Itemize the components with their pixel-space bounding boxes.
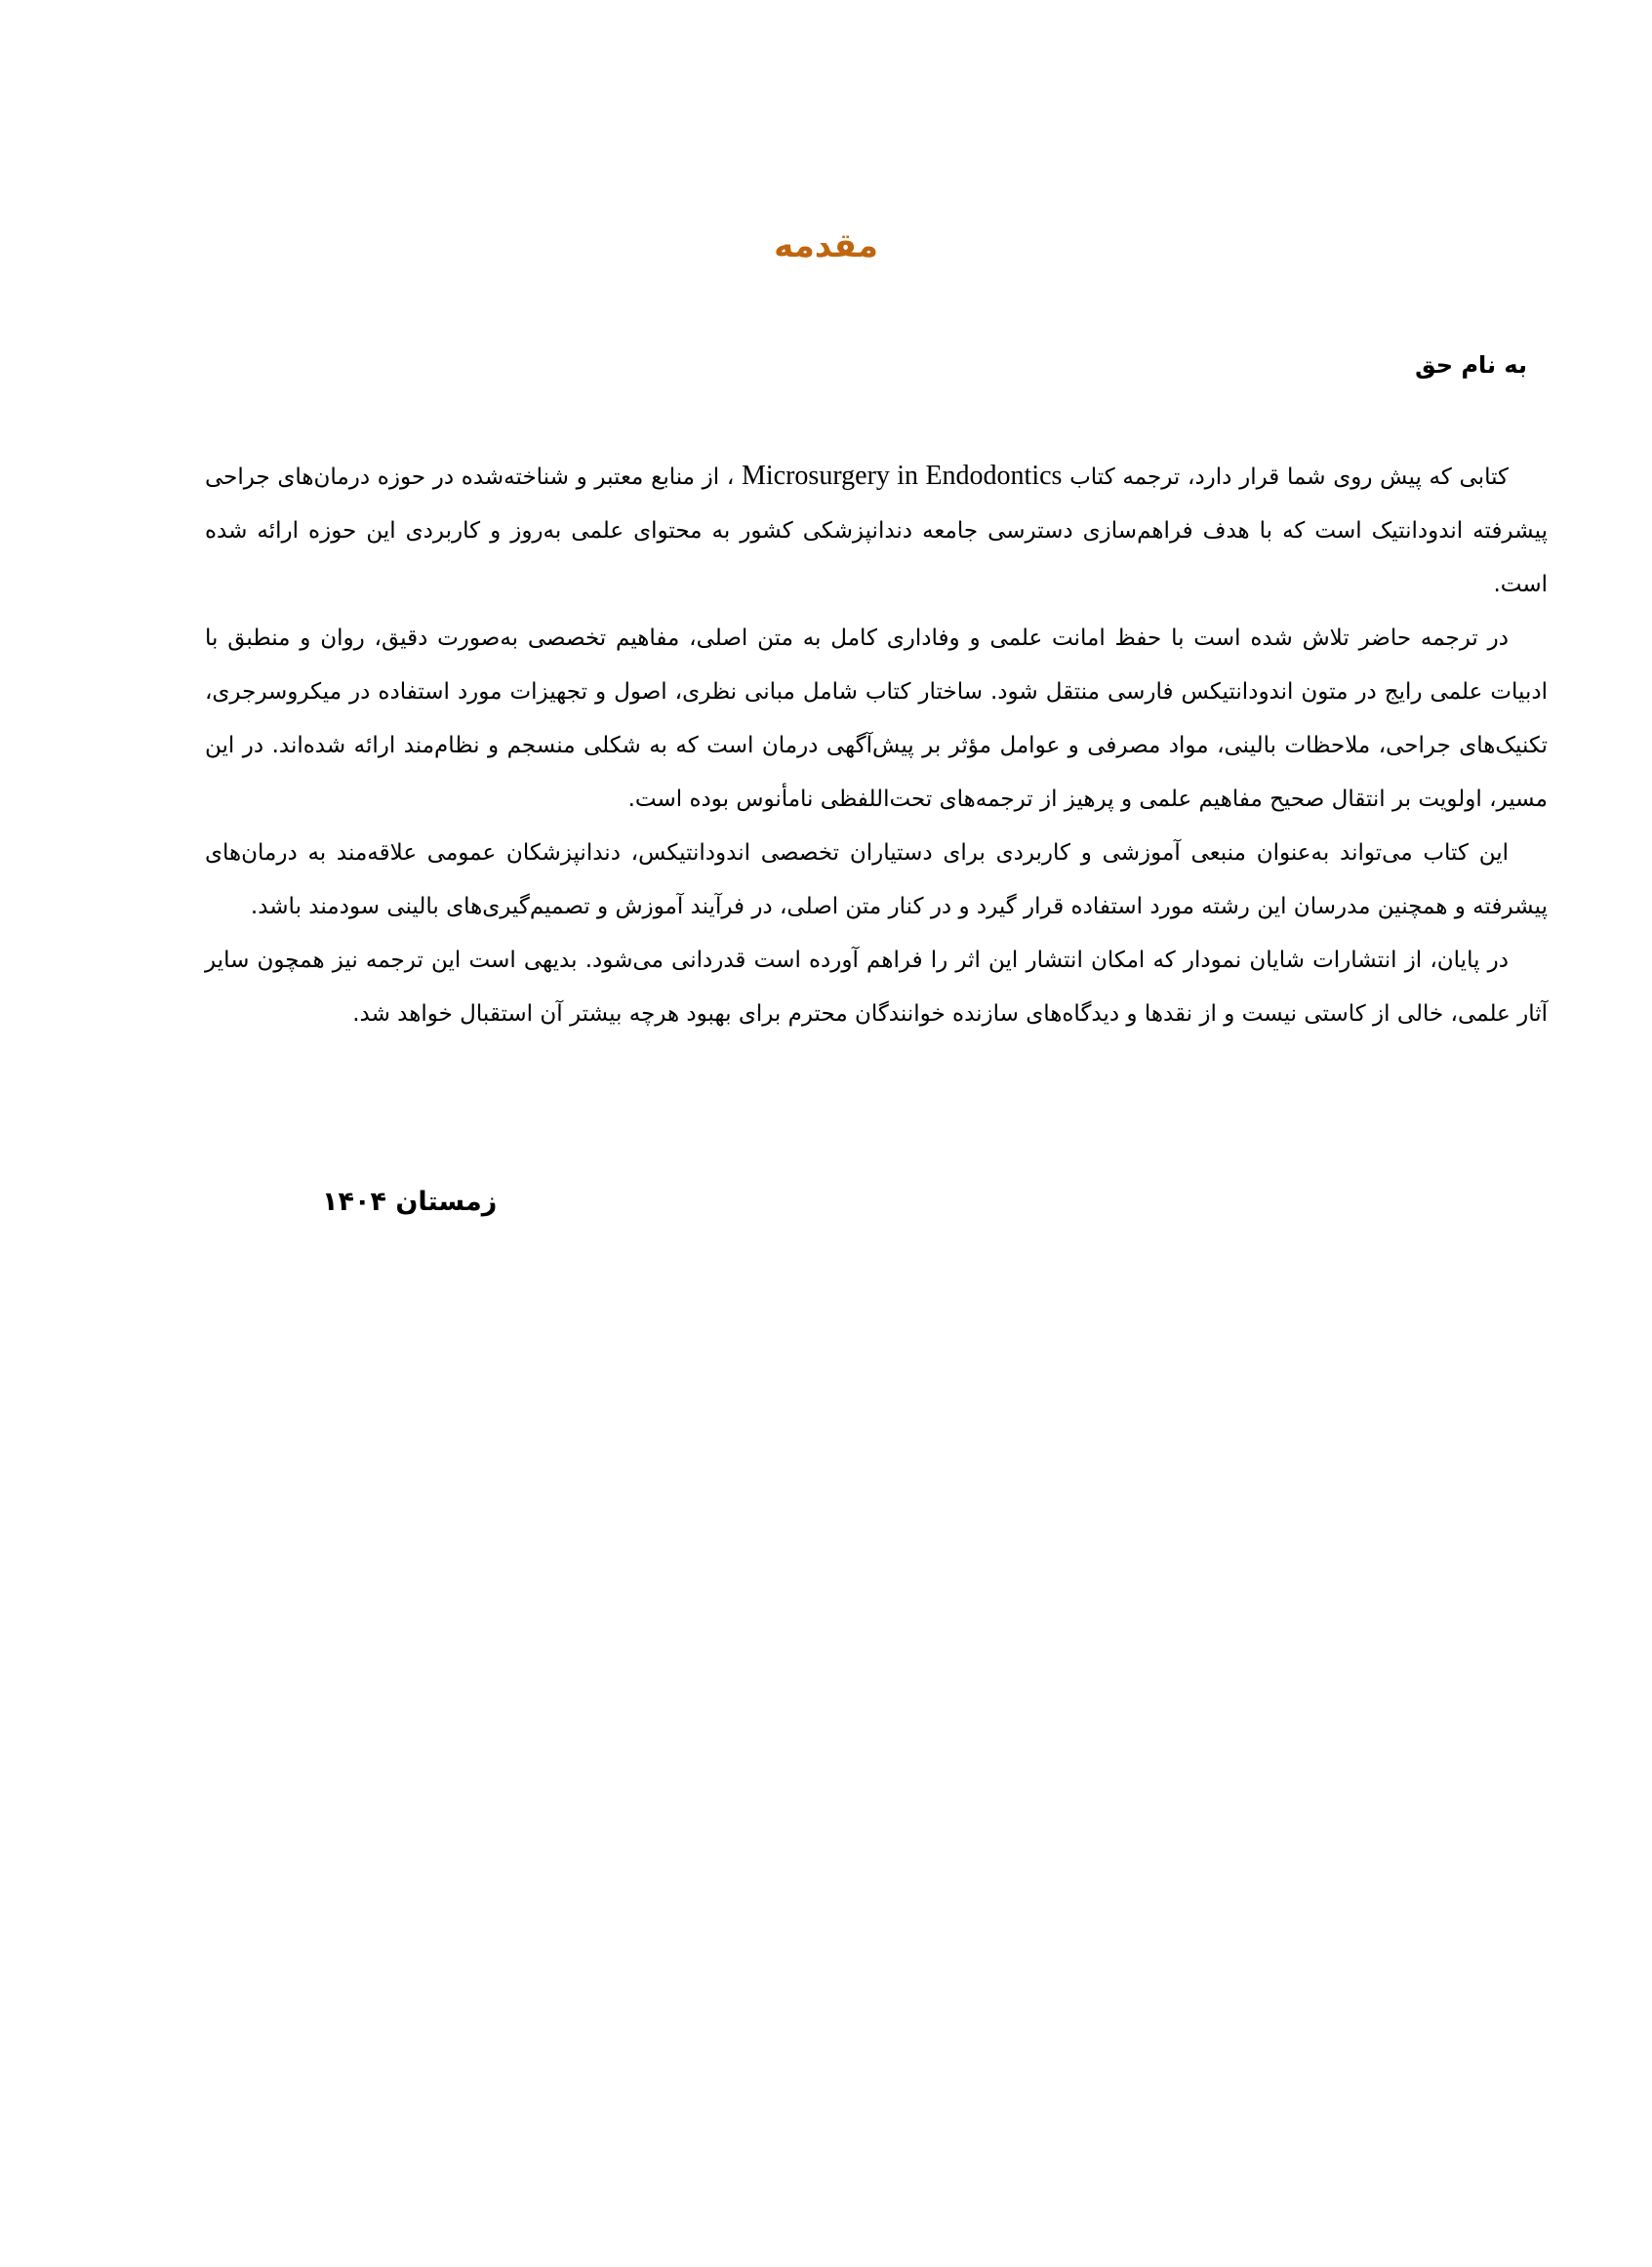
paragraph-4: در پایان، از انتشارات شایان نمودار که امکان انتشار این اثر را فراهم آورده است قدردانی می‌شود. بدیهی است این ترجمه نیز همچون سایر آثار علمی، خالی از کاستی نیست و از نقدها و دیدگاه‌های سازنده خوانندگان محترم برای بهبود هرچه بیشتر آن استقبال خواهد شد. [205,948,1548,1027]
paragraph-2: در ترجمه حاضر تلاش شده است با حفظ امانت علمی و وفاداری کامل به متن اصلی، مفاهیم تخصصی به‌صورت دقیق، روان و منطبق با ادبیات علمی رایج در متون اندودانتیکس فارسی منتقل شود. ساختار کتاب شامل مبانی نظری، اصول و تجهیزات مورد استفاده در میکروسرجری، تکنیک‌های جراحی، ملاحظات بالینی، مواد مصرفی و عوامل مؤثر بر پیش‌آگهی درمان است که به شکلی منسجم و نظام‌مند ارائه شده‌اند. در این مسیر، اولویت بر انتقال صحیح مفاهیم علمی و پرهیز از ترجمه‌های تحت‌اللفظی نامأنوس بوده است. [205,626,1548,812]
date-line: زمستان ۱۴۰۴ [322,1187,498,1217]
salutation: به نام حق [1415,351,1527,379]
paragraph-1-before: کتابی که پیش روی شما قرار دارد، ترجمه کتاب [1062,465,1509,490]
book-title: Microsurgery in Endodontics [742,461,1063,491]
paragraph-1 [205,449,1548,612]
paragraph-1-after: ، از منابع معتبر و شناخته‌شده در حوزه درمان‌های جراحی پیشرفته اندودانتیک است که با هدف فراهم‌سازی دسترسی جامعه دندانپزشکی کشور به محتوای علمی به‌روز و کاربردی این حوزه ارائه شده است. [205,465,1548,597]
page-title: مقدمه [774,226,878,265]
body-text [205,449,1548,1041]
paragraph-3: این کتاب می‌تواند به‌عنوان منبعی آموزشی و کاربردی برای دستیاران تخصصی اندودانتیکس، دندانپزشکان عمومی علاقه‌مند به درمان‌های پیشرفته و همچنین مدرسان این رشته مورد استفاده قرار گیرد و در کنار متن اصلی، در فرآیند آموزش و تصمیم‌گیری‌های بالینی سودمند باشد. [205,840,1548,919]
